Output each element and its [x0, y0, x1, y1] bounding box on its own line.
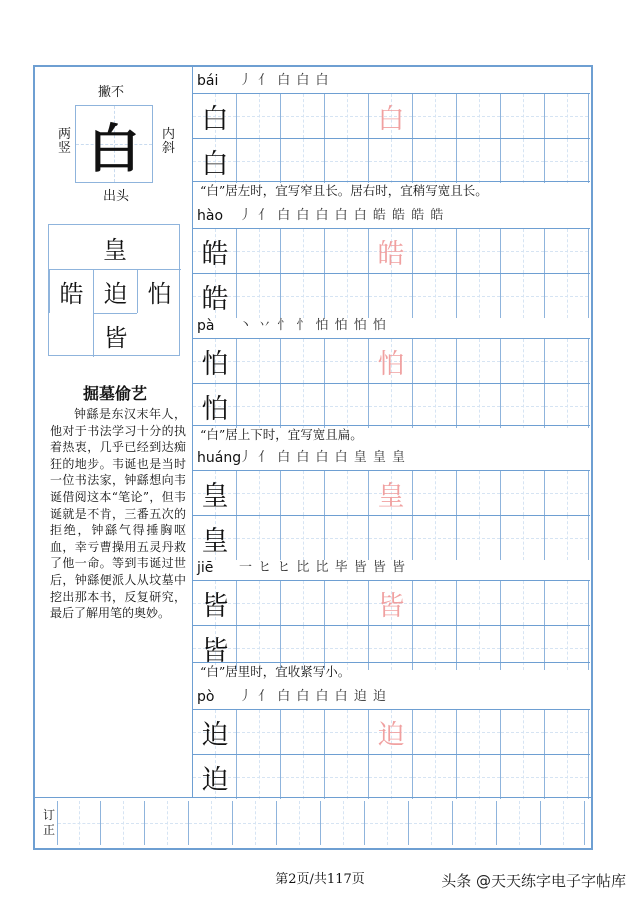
grid-cell[interactable]: [501, 139, 545, 183]
practice-grid: [193, 93, 590, 139]
grid-cell[interactable]: [369, 755, 413, 799]
stroke-order: 丶 丷 忄 忄 怕 怕 怕 怕: [239, 318, 387, 333]
note-1: “白”居左时，宜写窄且长。居右时，宜稍写宽且长。: [200, 183, 488, 198]
related-char-top: 皇: [103, 235, 127, 264]
grid-cell[interactable]: [457, 339, 501, 383]
grid-cell[interactable]: [325, 516, 369, 560]
grid-cell[interactable]: [369, 626, 413, 670]
grid-cell[interactable]: [237, 581, 281, 625]
grid-cell[interactable]: [237, 516, 281, 560]
grid-cell[interactable]: [369, 516, 413, 560]
grid-cell[interactable]: [457, 516, 501, 560]
model-char: 皆: [201, 635, 229, 667]
pinyin: pò: [197, 689, 215, 705]
grid-cell[interactable]: [457, 471, 501, 515]
grid-cell[interactable]: [237, 339, 281, 383]
grid-cell[interactable]: [237, 384, 281, 428]
grid-cell[interactable]: [545, 581, 589, 625]
grid-cell[interactable]: [281, 94, 325, 138]
grid-cell[interactable]: [545, 94, 589, 138]
grid-cell[interactable]: [457, 384, 501, 428]
grid-cell[interactable]: [281, 274, 325, 318]
grid-cell[interactable]: [501, 755, 545, 799]
correction-cell[interactable]: [101, 801, 145, 845]
story-title: 掘墓偷艺: [82, 384, 147, 403]
grid-cell[interactable]: [281, 755, 325, 799]
grid-cell[interactable]: [281, 471, 325, 515]
note-2: “白”居上下时，宜写宽且扁。: [200, 427, 363, 442]
practice-grid: [193, 138, 590, 184]
grid-cell[interactable]: [413, 581, 457, 625]
related-char-bottom: 皆: [93, 313, 137, 357]
grid-cell[interactable]: [237, 755, 281, 799]
stroke-order: 丿 亻 白 白 白 白 白 皓 皓 皓 皓: [239, 208, 445, 223]
trace-char: 迫: [377, 719, 405, 751]
practice-grid: [193, 338, 590, 384]
grid-cell[interactable]: [281, 339, 325, 383]
trace-char: 皇: [377, 480, 405, 512]
grid-cell[interactable]: [413, 274, 457, 318]
correction-cell[interactable]: [145, 801, 189, 845]
grid-cell[interactable]: [501, 626, 545, 670]
grid-cell[interactable]: [281, 384, 325, 428]
grid-cell[interactable]: [413, 139, 457, 183]
grid-cell[interactable]: [413, 384, 457, 428]
grid-cell[interactable]: [237, 471, 281, 515]
trace-char: 皓: [377, 238, 405, 270]
grid-cell[interactable]: [413, 339, 457, 383]
model-char: 怕: [201, 393, 229, 425]
model-char: 怕: [201, 348, 229, 380]
grid-cell[interactable]: [237, 710, 281, 754]
correction-strip: [35, 798, 591, 848]
correction-cell[interactable]: [365, 801, 409, 845]
grid-cell[interactable]: [369, 274, 413, 318]
pinyin: huáng: [197, 450, 242, 466]
correction-cell[interactable]: [409, 801, 453, 845]
practice-grid: [193, 580, 590, 626]
grid-cell[interactable]: [501, 229, 545, 273]
grid-cell[interactable]: [325, 139, 369, 183]
grid-cell[interactable]: [457, 626, 501, 670]
grid-cell[interactable]: [545, 229, 589, 273]
grid-cell[interactable]: [457, 274, 501, 318]
grid-cell[interactable]: [281, 710, 325, 754]
model-char: 皇: [201, 525, 229, 557]
tip-left: 两竖: [58, 127, 72, 156]
correction-cell[interactable]: [453, 801, 497, 845]
grid-cell[interactable]: [545, 339, 589, 383]
practice-grid: [193, 515, 590, 561]
grid-cell[interactable]: [237, 229, 281, 273]
grid-cell[interactable]: [237, 274, 281, 318]
related-char-center: 迫: [93, 269, 137, 313]
grid-cell[interactable]: [325, 94, 369, 138]
practice-grid: [193, 754, 590, 800]
related-char-right: 怕: [137, 269, 181, 313]
grid-cell[interactable]: [545, 710, 589, 754]
model-char: 迫: [201, 764, 229, 796]
correction-cell[interactable]: [321, 801, 365, 845]
grid-cell[interactable]: [457, 755, 501, 799]
grid-cell[interactable]: [501, 94, 545, 138]
grid-cell[interactable]: [457, 581, 501, 625]
grid-cell[interactable]: [413, 626, 457, 670]
model-char: 白: [87, 118, 140, 180]
page-number: 第2页/共117页: [275, 872, 365, 887]
grid-cell[interactable]: [325, 755, 369, 799]
grid-cell[interactable]: [501, 274, 545, 318]
grid-cell[interactable]: [501, 471, 545, 515]
grid-cell[interactable]: [413, 710, 457, 754]
grid-cell[interactable]: [325, 710, 369, 754]
stroke-order: 丿 亻 白 白 白 白 皇 皇 皇: [239, 450, 407, 465]
grid-cell[interactable]: [325, 384, 369, 428]
grid-cell[interactable]: [545, 274, 589, 318]
grid-cell[interactable]: [457, 710, 501, 754]
model-char: 白: [201, 148, 229, 180]
note-3: “白”居里时，宜收紧写小。: [200, 664, 351, 679]
pinyin: jiē: [197, 560, 214, 576]
grid-cell[interactable]: [369, 384, 413, 428]
grid-cell[interactable]: [501, 339, 545, 383]
grid-cell[interactable]: [501, 581, 545, 625]
grid-cell[interactable]: [281, 581, 325, 625]
grid-cell[interactable]: [413, 94, 457, 138]
grid-cell[interactable]: [237, 94, 281, 138]
tip-right: 内斜: [162, 127, 176, 156]
trace-char: 白: [377, 103, 405, 135]
grid-cell[interactable]: [325, 471, 369, 515]
grid-cell[interactable]: [457, 94, 501, 138]
grid-cell[interactable]: [325, 229, 369, 273]
grid-cell[interactable]: [545, 471, 589, 515]
model-char: 皓: [201, 283, 229, 315]
grid-cell[interactable]: [413, 471, 457, 515]
grid-cell[interactable]: [545, 384, 589, 428]
grid-cell[interactable]: [237, 139, 281, 183]
model-char-box: [75, 105, 153, 183]
grid-cell[interactable]: [545, 626, 589, 670]
stroke-order: 丿 亻 白 白 白: [239, 73, 330, 88]
related-chars-grid: [48, 224, 180, 356]
grid-cell[interactable]: [457, 229, 501, 273]
grid-cell[interactable]: [281, 139, 325, 183]
grid-cell[interactable]: [501, 710, 545, 754]
grid-cell[interactable]: [413, 755, 457, 799]
grid-cell[interactable]: [281, 229, 325, 273]
correction-cell[interactable]: [57, 801, 101, 845]
trace-char: 皆: [377, 590, 405, 622]
pinyin: pà: [197, 318, 215, 334]
pinyin: bái: [197, 73, 219, 89]
practice-grid: [193, 228, 590, 274]
grid-cell[interactable]: [413, 229, 457, 273]
model-char: 迫: [201, 719, 229, 751]
tip-bottom: 出头: [103, 189, 130, 204]
correction-cell[interactable]: [541, 801, 585, 845]
correction-cell[interactable]: [497, 801, 541, 845]
correction-cell[interactable]: [189, 801, 233, 845]
pinyin: hào: [197, 208, 224, 224]
watermark: 头条 @天天练字电子字帖库: [441, 872, 626, 890]
practice-grid: [193, 273, 590, 319]
grid-cell[interactable]: [281, 516, 325, 560]
grid-cell[interactable]: [413, 516, 457, 560]
practice-grid: [193, 470, 590, 516]
grid-cell[interactable]: [501, 516, 545, 560]
model-char: 白: [201, 103, 229, 135]
practice-grid: [193, 709, 590, 755]
model-char: 皆: [201, 590, 229, 622]
correction-label: 订正: [43, 808, 56, 837]
trace-char: 怕: [377, 348, 405, 380]
model-char: 皓: [201, 238, 229, 270]
practice-grid: [193, 383, 590, 429]
grid-cell[interactable]: [325, 274, 369, 318]
grid-cell[interactable]: [369, 139, 413, 183]
story-text: 钟繇是东汉末年人，他对于书法学习十分的执着热衷，几乎已经到达痴狂的地步。韦诞也是当时一位书法家，钟繇想向韦诞借阅这本“笔论”，但韦诞就是不肯，三番五次的拒绝，钟繇气得捶胸呕血，幸亏曹操用五灵丹救了他一命。等到韦诞过世后，钟繇便派人从坟墓中挖出那本书，反复研究，最后了解用笔的奥妙。: [50, 407, 186, 621]
stroke-order: 丿 亻 白 白 白 白 迫 迫: [239, 689, 387, 704]
grid-cell[interactable]: [545, 755, 589, 799]
correction-cell[interactable]: [277, 801, 321, 845]
grid-cell[interactable]: [457, 139, 501, 183]
correction-cell[interactable]: [233, 801, 277, 845]
grid-cell[interactable]: [325, 339, 369, 383]
tip-top: 撇不: [98, 85, 125, 100]
grid-cell[interactable]: [545, 139, 589, 183]
model-char: 皇: [201, 480, 229, 512]
grid-cell[interactable]: [325, 581, 369, 625]
related-char-left: 皓: [49, 269, 93, 313]
grid-cell[interactable]: [501, 384, 545, 428]
grid-cell[interactable]: [545, 516, 589, 560]
stroke-order: 一 ヒ ヒ 比 比 毕 皆 皆 皆: [239, 560, 407, 575]
